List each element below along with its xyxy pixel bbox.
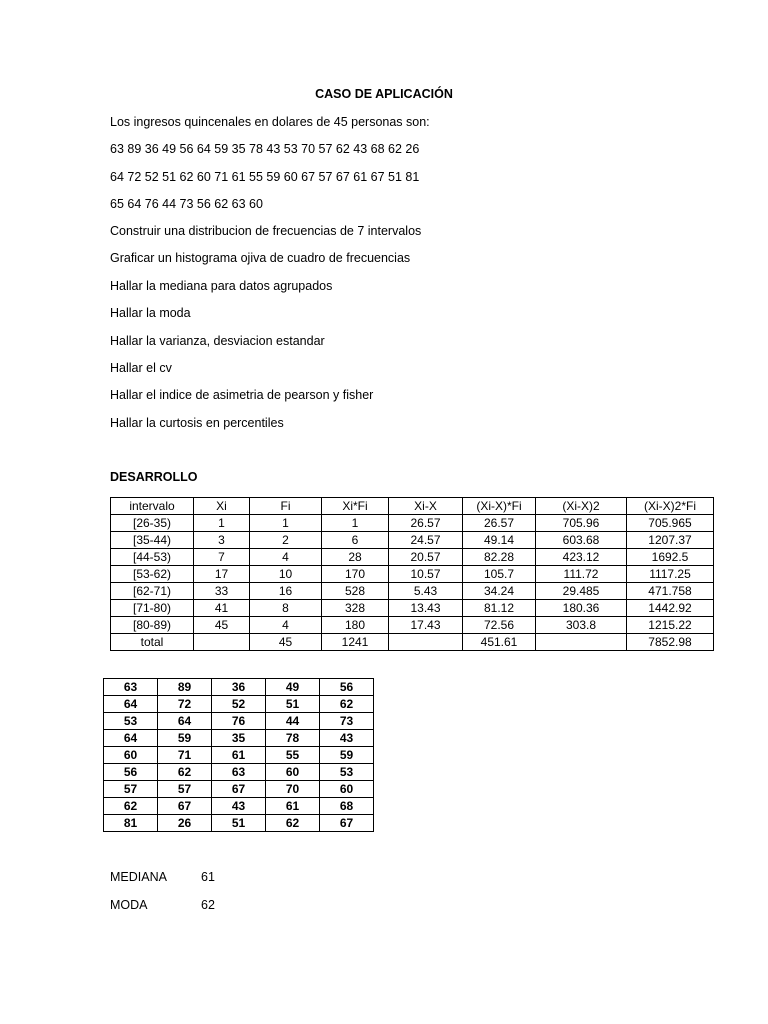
table-cell: 72.56 [463, 617, 536, 634]
table-cell: 26 [158, 815, 212, 832]
table-row [111, 515, 714, 532]
table-cell: 61 [266, 798, 320, 815]
table-cell: 471.758 [627, 583, 714, 600]
table-cell: 8 [250, 600, 322, 617]
median-row [110, 870, 215, 884]
task-mode: Hallar la moda [110, 306, 191, 320]
table-cell: [44-53) [111, 549, 194, 566]
task-cv: Hallar el cv [110, 361, 172, 375]
table-cell: 28 [322, 549, 389, 566]
document-title: CASO DE APLICACIÓN [315, 87, 453, 101]
task-median: Hallar la mediana para datos agrupados [110, 279, 333, 293]
intro-text: Los ingresos quincenales en dolares de 45 personas son: [110, 115, 430, 129]
table-cell: 4 [250, 617, 322, 634]
table-row [104, 713, 374, 730]
table-cell: 1 [322, 515, 389, 532]
table-cell: 45 [250, 634, 322, 651]
mode-row [110, 898, 215, 912]
table-cell: 1241 [322, 634, 389, 651]
table-cell: [71-80) [111, 600, 194, 617]
table-row [111, 583, 714, 600]
header-xi-x: Xi-X [389, 498, 463, 515]
table-cell: 170 [322, 566, 389, 583]
table-row [111, 600, 714, 617]
table-cell: [35-44) [111, 532, 194, 549]
table-row [111, 549, 714, 566]
task-frequency-distribution: Construir una distribucion de frecuencias de 7 intervalos [110, 224, 422, 238]
table-cell: 34.24 [463, 583, 536, 600]
table-cell [194, 634, 250, 651]
table-cell: 3 [194, 532, 250, 549]
table-cell: 26.57 [463, 515, 536, 532]
table-cell: 43 [212, 798, 266, 815]
table-row [104, 679, 374, 696]
table-cell: 68 [320, 798, 374, 815]
table-cell: 180.36 [536, 600, 627, 617]
table-cell: 17.43 [389, 617, 463, 634]
table-cell: [62-71) [111, 583, 194, 600]
table-cell: 53 [320, 764, 374, 781]
table-cell: 78 [266, 730, 320, 747]
table-cell: 49.14 [463, 532, 536, 549]
table-cell: 24.57 [389, 532, 463, 549]
header-intervalo: intervalo [111, 498, 194, 515]
table-cell: 51 [212, 815, 266, 832]
table-cell: 60 [266, 764, 320, 781]
table-cell: 64 [104, 730, 158, 747]
table-cell: 5.43 [389, 583, 463, 600]
data-line-2: 64 72 52 51 62 60 71 61 55 59 60 67 57 67 61 67 51 81 [110, 170, 420, 184]
table-cell: 62 [158, 764, 212, 781]
table-cell: 2 [250, 532, 322, 549]
table-cell [389, 634, 463, 651]
table-cell: 73 [320, 713, 374, 730]
table-cell: 7852.98 [627, 634, 714, 651]
table-cell: 67 [158, 798, 212, 815]
data-line-1: 63 89 36 49 56 64 59 35 78 43 53 70 57 62 43 68 62 26 [110, 142, 420, 156]
task-kurtosis: Hallar la curtosis en percentiles [110, 416, 284, 430]
table-cell: 81 [104, 815, 158, 832]
table-cell: 71 [158, 747, 212, 764]
table-cell: 10 [250, 566, 322, 583]
table-cell: [80-89) [111, 617, 194, 634]
table-cell: 52 [212, 696, 266, 713]
table-cell: 59 [320, 747, 374, 764]
header-xi-x-2-fi: (Xi-X)2*Fi [627, 498, 714, 515]
header-xi-x-fi: (Xi-X)*Fi [463, 498, 536, 515]
table-cell: 82.28 [463, 549, 536, 566]
task-skewness: Hallar el indice de asimetria de pearson y fisher [110, 388, 374, 402]
mode-value: 62 [201, 898, 215, 912]
table-cell: 7 [194, 549, 250, 566]
table-cell: 89 [158, 679, 212, 696]
table-row [111, 634, 714, 651]
table-cell: 36 [212, 679, 266, 696]
table-cell: 1442.92 [627, 600, 714, 617]
table-cell: 26.57 [389, 515, 463, 532]
table-row [104, 781, 374, 798]
table-cell: 705.965 [627, 515, 714, 532]
table-cell: 1215.22 [627, 617, 714, 634]
table-cell: 76 [212, 713, 266, 730]
table-row [104, 798, 374, 815]
frequency-table [110, 497, 714, 651]
development-heading: DESARROLLO [110, 470, 198, 484]
table-cell: 63 [104, 679, 158, 696]
table-cell: 35 [212, 730, 266, 747]
table-cell: 70 [266, 781, 320, 798]
table-cell: 56 [104, 764, 158, 781]
table-cell: [53-62) [111, 566, 194, 583]
table-cell: 4 [250, 549, 322, 566]
header-xi: Xi [194, 498, 250, 515]
table-cell: 72 [158, 696, 212, 713]
table-cell: 528 [322, 583, 389, 600]
median-label: MEDIANA [110, 870, 167, 884]
table-cell: 16 [250, 583, 322, 600]
table-cell: 67 [320, 815, 374, 832]
frequency-table-header [111, 498, 714, 515]
table-cell: 1207.37 [627, 532, 714, 549]
table-cell: 451.61 [463, 634, 536, 651]
table-cell: 180 [322, 617, 389, 634]
table-cell: 51 [266, 696, 320, 713]
table-cell: 60 [104, 747, 158, 764]
table-cell: 49 [266, 679, 320, 696]
table-cell: 62 [104, 798, 158, 815]
header-xi-x-2: (Xi-X)2 [536, 498, 627, 515]
header-fi: Fi [250, 498, 322, 515]
table-cell: 59 [158, 730, 212, 747]
table-cell: total [111, 634, 194, 651]
table-cell: 45 [194, 617, 250, 634]
table-cell: 1117.25 [627, 566, 714, 583]
table-row [104, 815, 374, 832]
table-cell: 62 [266, 815, 320, 832]
table-cell: [26-35) [111, 515, 194, 532]
table-row [104, 696, 374, 713]
table-cell: 1692.5 [627, 549, 714, 566]
table-cell: 60 [320, 781, 374, 798]
table-row [111, 532, 714, 549]
table-cell: 1 [194, 515, 250, 532]
table-cell: 67 [212, 781, 266, 798]
table-row [104, 747, 374, 764]
table-cell [536, 634, 627, 651]
table-cell: 81.12 [463, 600, 536, 617]
table-cell: 20.57 [389, 549, 463, 566]
table-cell: 64 [158, 713, 212, 730]
data-line-3: 65 64 76 44 73 56 62 63 60 [110, 197, 263, 211]
table-cell: 61 [212, 747, 266, 764]
header-xi-fi: Xi*Fi [322, 498, 389, 515]
table-cell: 53 [104, 713, 158, 730]
task-variance: Hallar la varianza, desviacion estandar [110, 334, 325, 348]
table-cell: 328 [322, 600, 389, 617]
table-cell: 6 [322, 532, 389, 549]
table-cell: 10.57 [389, 566, 463, 583]
table-cell: 603.68 [536, 532, 627, 549]
task-histogram: Graficar un histograma ojiva de cuadro de frecuencias [110, 251, 411, 265]
table-cell: 33 [194, 583, 250, 600]
table-cell: 1 [250, 515, 322, 532]
table-row [104, 764, 374, 781]
raw-data-table [103, 678, 374, 832]
table-row [104, 730, 374, 747]
table-row [111, 617, 714, 634]
table-cell: 44 [266, 713, 320, 730]
table-cell: 303.8 [536, 617, 627, 634]
table-cell: 29.485 [536, 583, 627, 600]
table-cell: 13.43 [389, 600, 463, 617]
table-cell: 705.96 [536, 515, 627, 532]
table-cell: 111.72 [536, 566, 627, 583]
table-cell: 41 [194, 600, 250, 617]
table-cell: 105.7 [463, 566, 536, 583]
table-cell: 63 [212, 764, 266, 781]
table-row [111, 566, 714, 583]
table-cell: 17 [194, 566, 250, 583]
table-cell: 56 [320, 679, 374, 696]
table-cell: 55 [266, 747, 320, 764]
table-cell: 64 [104, 696, 158, 713]
table-cell: 57 [104, 781, 158, 798]
table-cell: 57 [158, 781, 212, 798]
table-cell: 423.12 [536, 549, 627, 566]
median-value: 61 [201, 870, 215, 884]
table-cell: 43 [320, 730, 374, 747]
table-cell: 62 [320, 696, 374, 713]
mode-label: MODA [110, 898, 148, 912]
